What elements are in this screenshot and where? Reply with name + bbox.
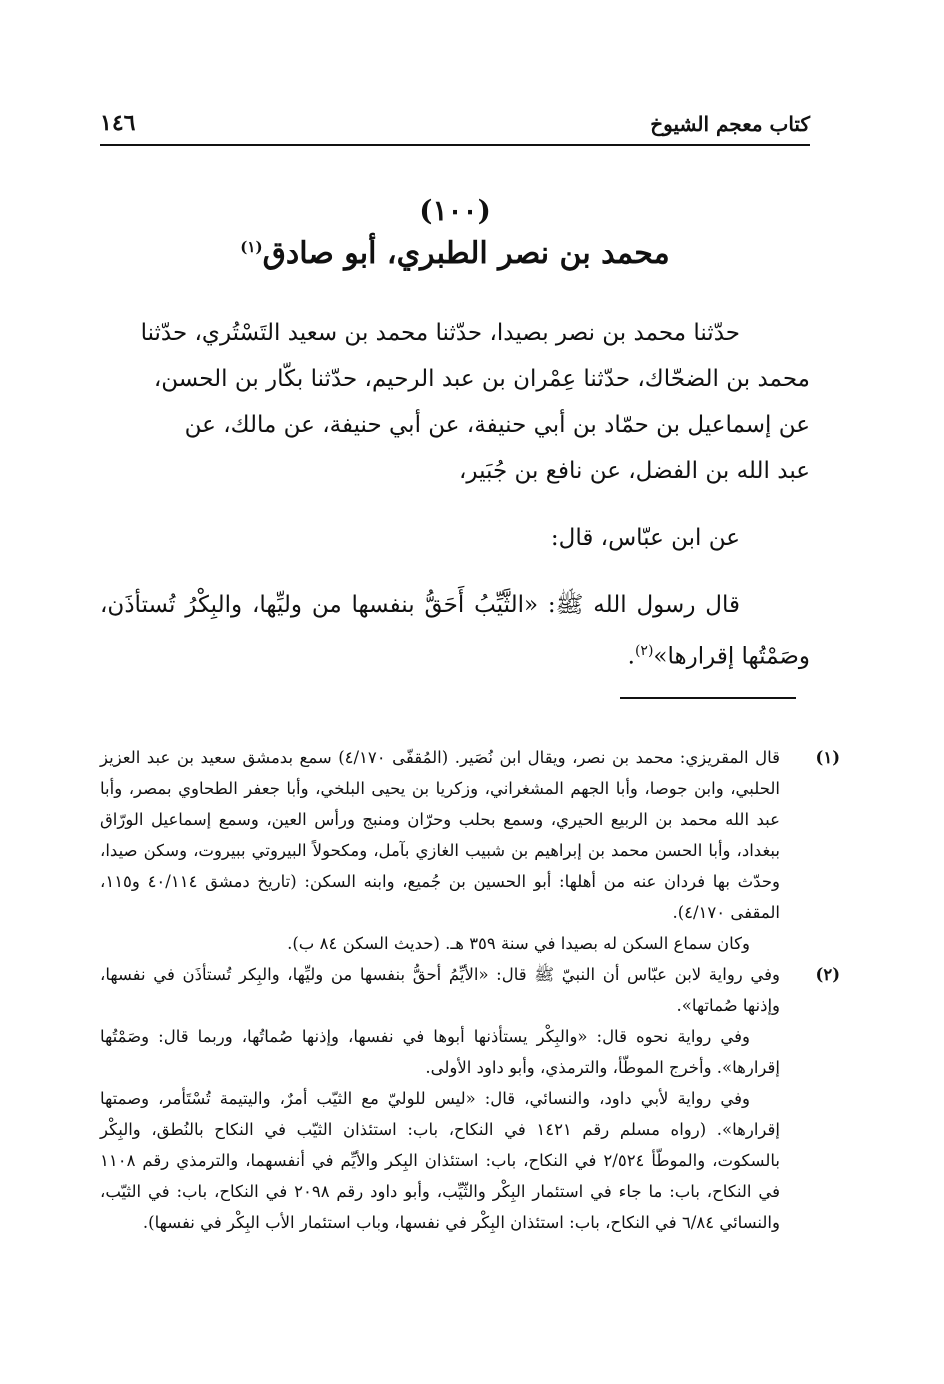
- footnote-separator: [620, 697, 796, 699]
- footnote-2-text: وفي رواية لابن عبّاس أن النبيّ ﷺ قال: «الأيِّمُ أحقُّ بنفسها من وليِّها، والبِكر تُستأذَن في نفسها، وإذنها صُماتها».: [100, 965, 780, 1015]
- isnad-paragraph: [100, 310, 810, 494]
- footnote-ref-1: (١): [240, 238, 263, 256]
- entry-heading: [100, 236, 810, 271]
- book-title: كتاب معجم الشيوخ: [650, 112, 810, 136]
- page-number: ١٤٦: [100, 110, 136, 136]
- isnad-line-3: عن إسماعيل بن حمّاد بن أبي حنيفة، عن أبي حنيفة، عن مالك، عن: [184, 412, 810, 438]
- hadith-matn: قال رسول الله ﷺ: «الثَّيِّبُ أَحَقُّ بنفسها من وليِّها، والبِكْرُ تُستأذَن، وصَمْتُها إقرارها»$^{(٢)}$.: [100, 592, 810, 670]
- entry-number: (١٠٠): [419, 194, 491, 227]
- footnote-2-paragraph-3: وفي رواية لأبي داود، والنسائي، قال: «ليس للوليّ مع الثيّب أمرٌ، واليتيمة تُسْتَأمر، وصمتها إقرارها». (رواه مسلم رقم ١٤٢١ في النكاح، باب: استئذان الثيّب في النكاح بالنُطق، والبِكْر بالسكوت، والموطّأ ٢/٥٢٤ في النكاح، باب: استئذان البِكر والأيِّم في أنفسهما، والترمذي رقم ١١٠٨ في النكاح، باب: ما جاء في استئمار البِكْر والثّيِّب، وأبو داود رقم ٢٠٩٨ في النكاح، باب: في الثيّب، والنسائي ٦/٨٤ في النكاح، باب: استئذان البِكْر في نفسها، وباب استئمار الأب البِكْر في نفسها).: [100, 1089, 780, 1232]
- entry-name: محمد بن نصر الطبري، أبو صادق: [262, 236, 670, 271]
- isnad-line-1: حدّثنا محمد بن نصر بصيدا، حدّثنا محمد بن سعيد التَسْتُري، حدّثنا: [140, 320, 740, 346]
- matn-text: قال رسول الله ﷺ: «الثَّيِّبُ أَحَقُّ بنفسها من وليِّها، والبِكْرُ تُستأذَن، وصَمْتُها إقرارها»: [100, 592, 810, 670]
- footnote-1-sub: وكان سماع السكن له بصيدا في سنة ٣٥٩ هـ. (حديث السكن ٨٤ ب).: [287, 934, 750, 953]
- footnote-1-number: (١): [815, 748, 840, 767]
- isnad-line-2: محمد بن الضحّاك، حدّثنا عِمْران بن عبد الرحيم، حدّثنا بكّار بن الحسن،: [153, 366, 810, 392]
- isnad-line-4: عبد الله بن الفضل، عن نافع بن جُبَير،: [459, 458, 810, 484]
- footnote-2: [100, 959, 840, 1021]
- running-header: [100, 108, 810, 146]
- footnote-2-paragraph-2: وفي رواية نحوه قال: «والبِكْر يستأذنها أبوها في نفسها، وإذنها صُماتُها، وربما قال: وصَمْتُها إقرارها». وأخرج الموطّأ، والترمذي، وأبو داود الأولى.: [100, 1027, 780, 1077]
- footnote-ref-2: (٢): [634, 643, 654, 659]
- sahabi-line: عن ابن عبّاس، قال:: [550, 525, 740, 551]
- footnote-1: [100, 742, 840, 928]
- footnotes: [100, 742, 840, 1238]
- footnote-1-text: قال المقريزي: محمد بن نصر، ويقال ابن نُصَير. (المُقفّى ٤/١٧٠) سمع بدمشق سعيد بن عبد العزيز الحلبي، وابن جوصا، وأبا الجهم المشغراني، وزكريا بن يحيى البلخي، وأبا جعفر الطحاوي بمصر، وأبا عبد الله محمد بن الربيع الحيري، وسمع بحلب وحرّان ومنبج ورأس العين، وسمع إسماعيل الورّاق ببغداد، وأبا الحسن محمد بن إبراهيم بن شبيب الغازي بآمل، ومكحولاً البيروتي ببيروت، وسكن صيدا، وحدّث بها فردان عنه من أهلها: أبو الحسين بن جُميع، وابنه السكن: (تاريخ دمشق ٤٠/١١٤ و١١٥، المقفى ٤/١٧٠).: [100, 748, 781, 922]
- footnote-2-number: (٢): [815, 965, 840, 984]
